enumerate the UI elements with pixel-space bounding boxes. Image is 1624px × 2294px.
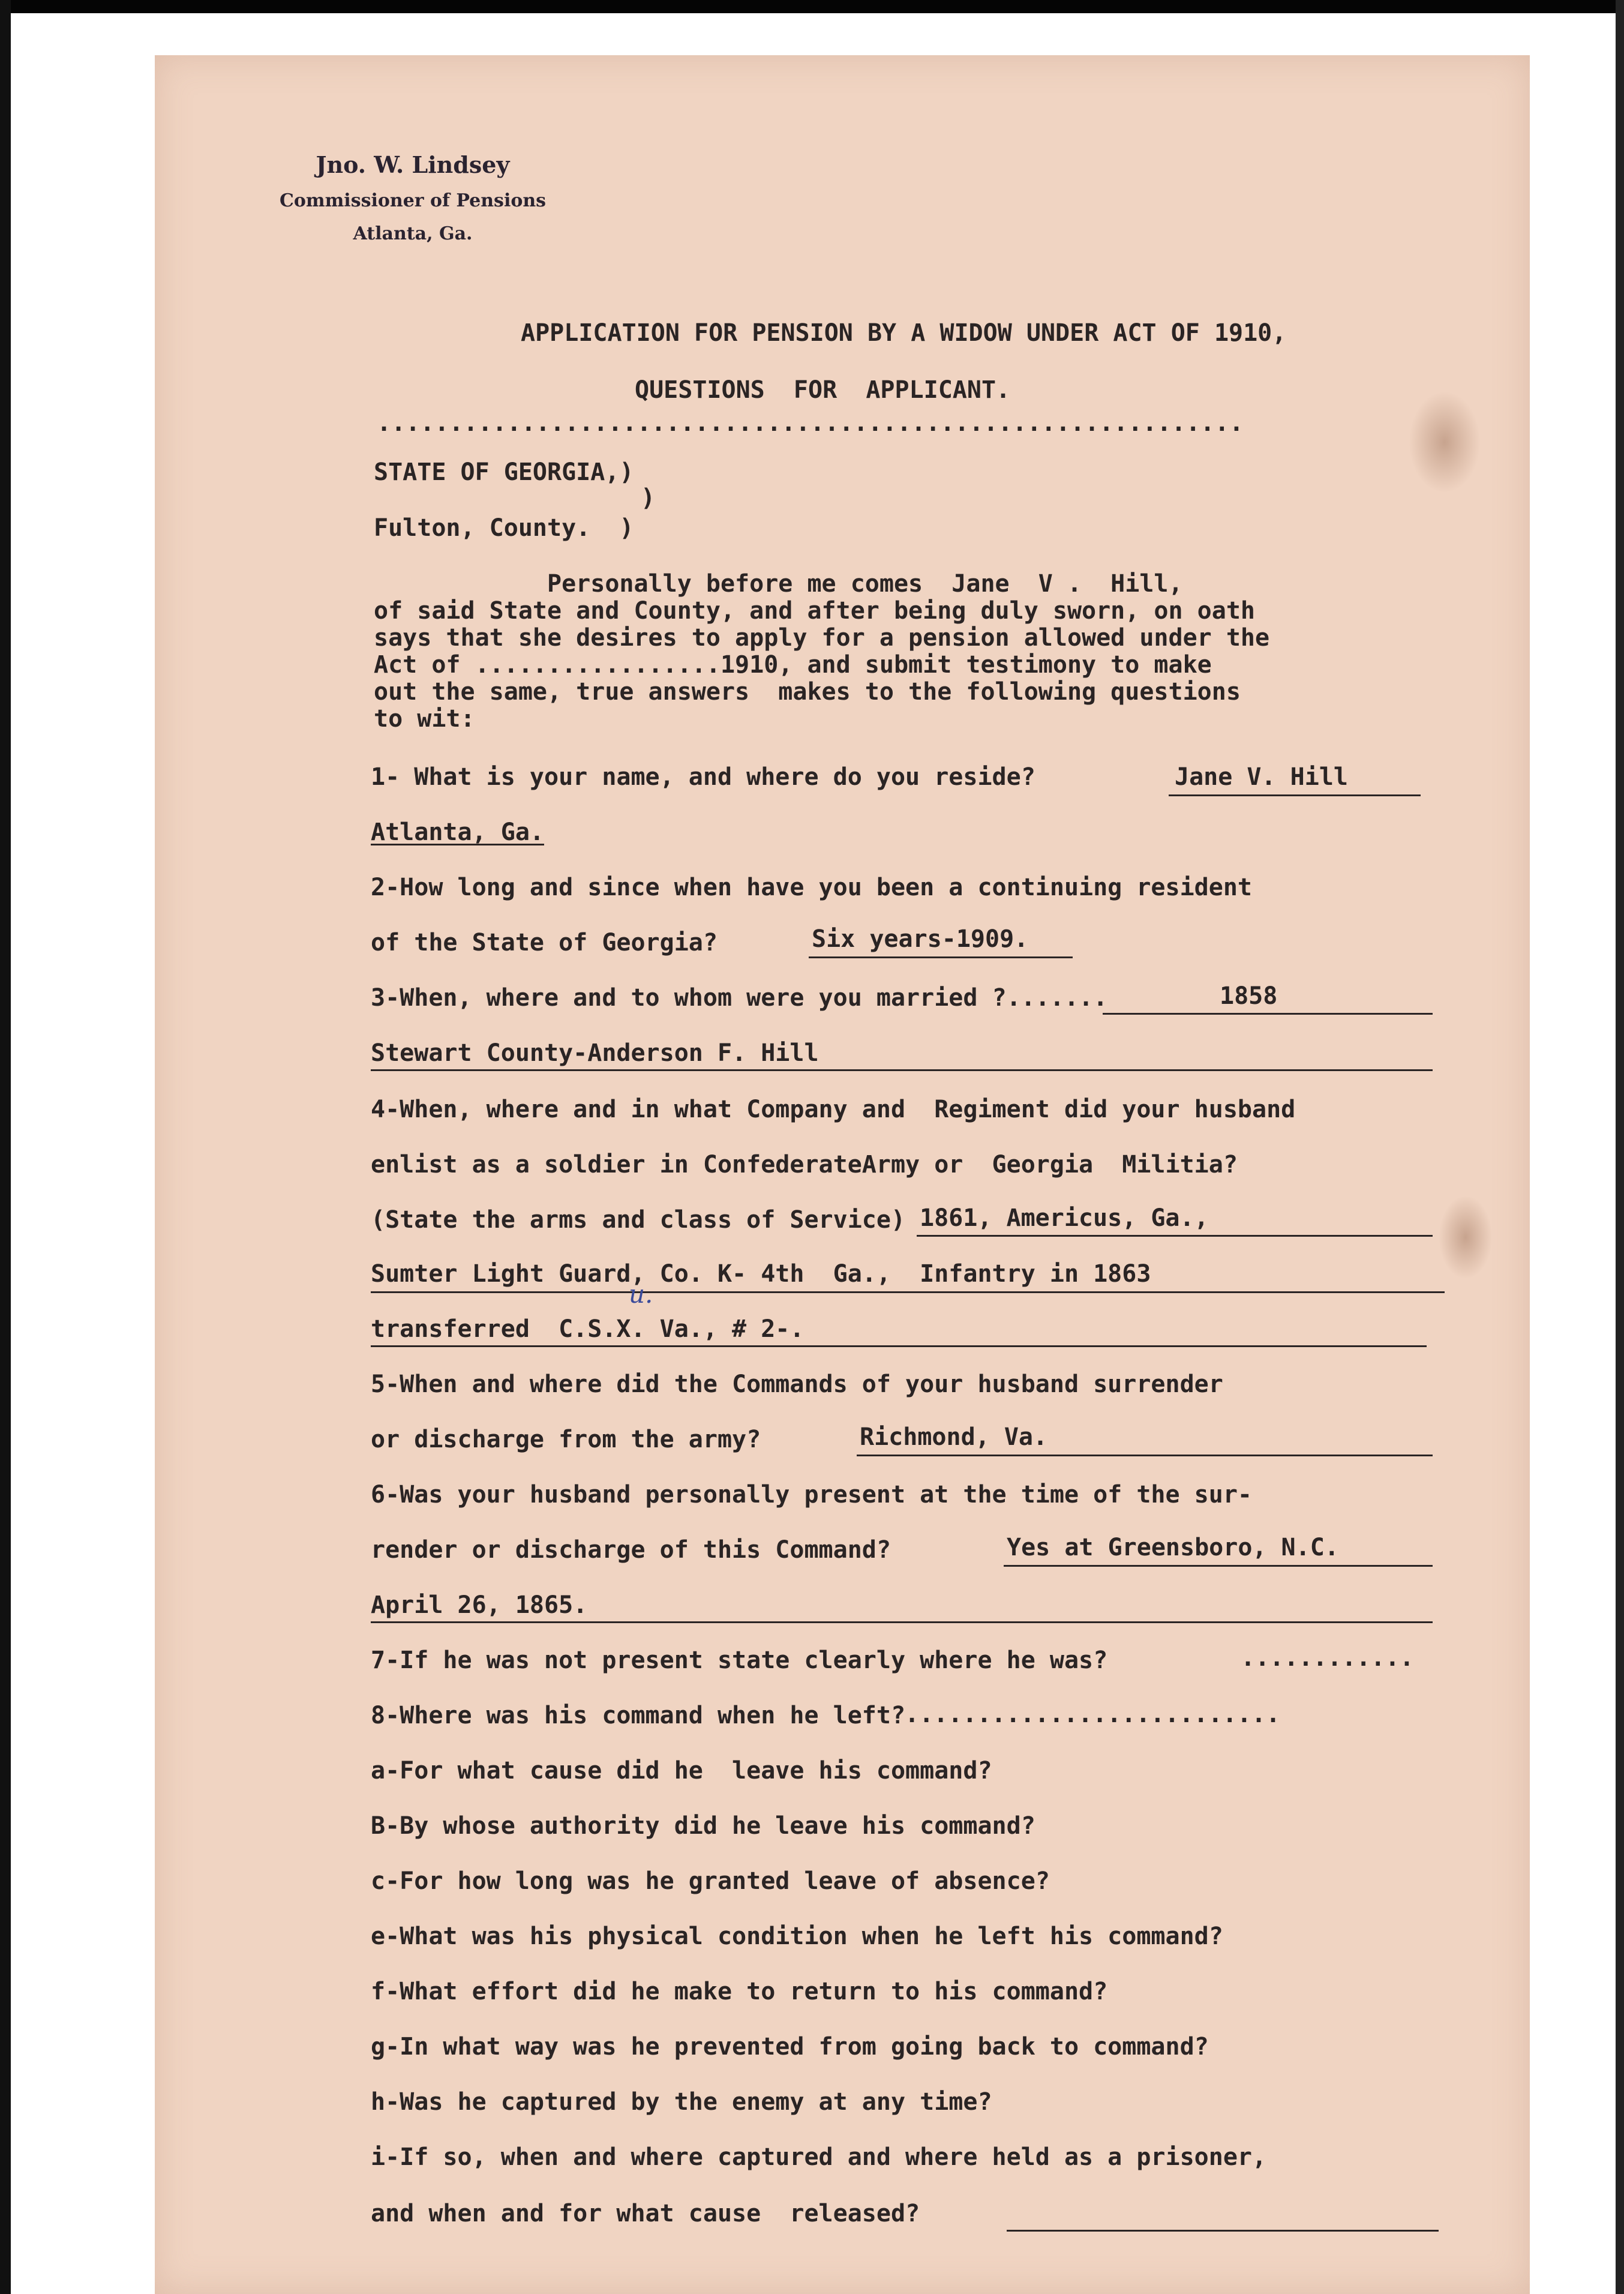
q2-text: 2-How long and since when have you been a continuing resident	[371, 874, 1253, 901]
qa-text: a-For what cause did he leave his command?	[371, 1757, 992, 1785]
q1-answer: Jane V. Hill	[1175, 763, 1348, 791]
q3-answer-2-rule	[371, 1069, 1433, 1071]
venue-paren: )	[641, 484, 656, 512]
q4-text-3: (State the arms and class of Service)	[371, 1206, 906, 1234]
q6-answer-2-rule	[371, 1621, 1433, 1623]
q3-answer-2: Stewart County-Anderson F. Hill	[371, 1039, 819, 1067]
q1-answer-rule	[1169, 794, 1421, 796]
q5-answer-rule	[857, 1455, 1433, 1456]
q4-handwritten: u.	[629, 1279, 653, 1309]
q6-text: 6-Was your husband personally present at the time of the sur-	[371, 1481, 1253, 1509]
separator-dots: ............................................................	[377, 409, 1244, 437]
q2-answer-rule	[809, 956, 1073, 958]
intro-line-1: Personally before me comes Jane V . Hill,	[374, 570, 1183, 598]
q4-answer-rule	[917, 1235, 1433, 1237]
q5-text-2: or discharge from the army?	[371, 1426, 761, 1453]
q4-answer-2-rule	[371, 1291, 1445, 1293]
q7-text: 7-If he was not present state clearly where he was?	[371, 1647, 1108, 1674]
stain-top-right	[1409, 391, 1481, 493]
q2-answer: Six years-1909.	[812, 925, 1029, 953]
qi-answer-rule	[1007, 2230, 1439, 2232]
q4-answer-3-rule	[371, 1345, 1427, 1347]
q4-text: 4-When, where and in what Company and Regiment did your husband	[371, 1096, 1296, 1123]
qi-text-2: and when and for what cause released?	[371, 2200, 920, 2227]
q7-dots: ............	[1241, 1644, 1414, 1672]
qh-text: h-Was he captured by the enemy at any time?	[371, 2088, 992, 2116]
q2-text-2: of the State of Georgia?	[371, 929, 718, 956]
stain-right-mid	[1439, 1195, 1493, 1279]
intro-line-3: says that she desires to apply for a pension allowed under the	[374, 624, 1270, 652]
qg-text: g-In what way was he prevented from going back to command?	[371, 2033, 1209, 2061]
intro-line-6: to wit:	[374, 705, 475, 733]
intro-line-2: of said State and County, and after being duly sworn, on oath	[374, 597, 1256, 625]
q4-answer-2: Sumter Light Guard, Co. K- 4th Ga., Infantry in 1863	[371, 1260, 1151, 1288]
qi-text: i-If so, when and where captured and where held as a prisoner,	[371, 2143, 1267, 2171]
q8-text: 8-Where was his command when he left?	[371, 1702, 906, 1729]
q6-answer-rule	[1004, 1565, 1433, 1567]
right-border	[1616, 0, 1624, 2294]
qc-text: c-For how long was he granted leave of absence?	[371, 1867, 1050, 1895]
q8-dots: ..........................	[905, 1701, 1281, 1728]
letterhead-city: Atlanta, Ga.	[353, 223, 473, 244]
q4-answer-3: transferred C.S.X. Va., # 2-.	[371, 1315, 805, 1343]
left-border	[0, 0, 11, 2294]
q3-answer: 1858	[1220, 982, 1278, 1010]
form-subtitle: QUESTIONS FOR APPLICANT.	[635, 376, 1011, 404]
qb-text: B-By whose authority did he leave his command?	[371, 1812, 1035, 1840]
q1-answer-2: Atlanta, Ga.	[371, 818, 544, 846]
letterhead-name: Jno. W. Lindsey	[316, 151, 510, 178]
letterhead-title: Commissioner of Pensions	[279, 190, 547, 211]
document-page	[155, 55, 1530, 2294]
q4-answer: 1861, Americus, Ga.,	[920, 1204, 1209, 1232]
q5-text: 5-When and where did the Commands of your husband surrender	[371, 1371, 1223, 1398]
top-border	[0, 0, 1624, 13]
form-title: APPLICATION FOR PENSION BY A WIDOW UNDER ACT OF 1910,	[521, 319, 1287, 347]
q3-text: 3-When, where and to whom were you married ?.......	[371, 984, 1108, 1012]
intro-line-4: Act of .................1910, and submit testimony to make	[374, 651, 1212, 679]
q5-answer: Richmond, Va.	[860, 1423, 1048, 1451]
intro-line-5: out the same, true answers makes to the following questions	[374, 678, 1241, 706]
q6-text-2: render or discharge of this Command?	[371, 1536, 891, 1564]
q3-answer-rule	[1103, 1013, 1433, 1015]
q1-text: 1- What is your name, and where do you reside?	[371, 763, 1035, 791]
q4-text-2: enlist as a soldier in ConfederateArmy or Georgia Militia?	[371, 1151, 1238, 1179]
q6-answer: Yes at Greensboro, N.C.	[1007, 1534, 1339, 1561]
venue-county: Fulton, County. )	[374, 514, 634, 542]
qf-text: f-What effort did he make to return to his command?	[371, 1978, 1108, 2005]
q6-answer-2: April 26, 1865.	[371, 1591, 588, 1619]
venue-state: STATE OF GEORGIA,)	[374, 458, 634, 486]
qe-text: e-What was his physical condition when he left his command?	[371, 1923, 1223, 1950]
